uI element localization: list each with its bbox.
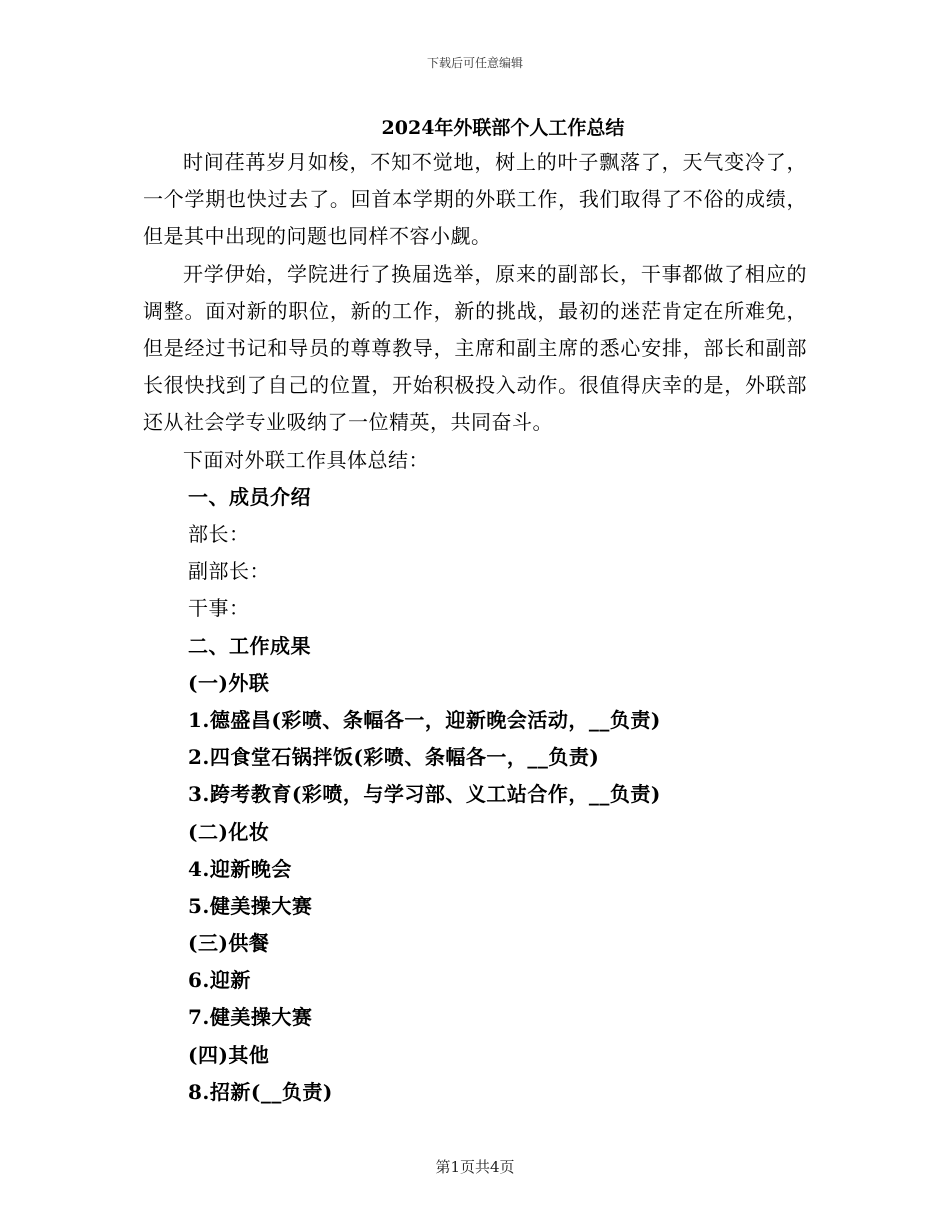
member-deputy-minister: 副部长： xyxy=(188,559,270,584)
page-number: 第1页共4页 xyxy=(435,1158,515,1176)
section-heading-results: 二、工作成果 xyxy=(188,633,311,658)
subsection-catering: (三)供餐 xyxy=(188,931,270,956)
member-officer: 干事： xyxy=(188,596,250,621)
paragraph-election: 开学伊始，学院进行了换届选举，原来的副部长，干事都做了相应的调整。面对新的职位，新的工作，新的挑战，最初的迷茫肯定在所难免，但是经过书记和导员的尊尊教导，主席和副主席的悉心安排，部长和副部长很快找到了自己的位置，开始积极投入动作。很值得庆幸的是，外联部还从社会学专业吸纳了一位精英，共同奋斗。 xyxy=(143,261,807,435)
subsection-outreach: (一)外联 xyxy=(188,670,270,695)
list-item: 7.健美操大赛 xyxy=(188,1005,313,1030)
paragraph-intro: 时间荏苒岁月如梭，不知不觉地，树上的叶子飘落了，天气变冷了，一个学期也快过去了。回首本学期的外联工作，我们取得了不俗的成绩，但是其中出现的问题也同样不容小觑。 xyxy=(143,150,807,249)
document-title: 2024年外联部个人工作总结 xyxy=(381,117,625,139)
list-item: 2.四食堂石锅拌饭(彩喷、条幅各一，__负责) xyxy=(188,745,600,770)
document-body xyxy=(143,112,807,1111)
list-item: 1.德盛昌(彩喷、条幅各一，迎新晚会活动，__负责) xyxy=(188,707,661,732)
list-item: 4.迎新晚会 xyxy=(188,856,292,881)
paragraph-summary-lead: 下面对外联工作具体总结： xyxy=(183,447,429,472)
section-heading-members: 一、成员介绍 xyxy=(188,484,311,509)
list-item: 3.跨考教育(彩喷，与学习部、义工站合作，__负责) xyxy=(188,782,661,807)
member-minister: 部长： xyxy=(188,522,250,547)
header-note: 下载后可任意编辑 xyxy=(426,56,523,70)
subsection-other: (四)其他 xyxy=(188,1042,270,1067)
list-item: 8.招新(__负责) xyxy=(188,1079,333,1104)
list-item: 5.健美操大赛 xyxy=(188,893,313,918)
subsection-makeup: (二)化妆 xyxy=(188,819,270,844)
list-item: 6.迎新 xyxy=(188,968,251,993)
